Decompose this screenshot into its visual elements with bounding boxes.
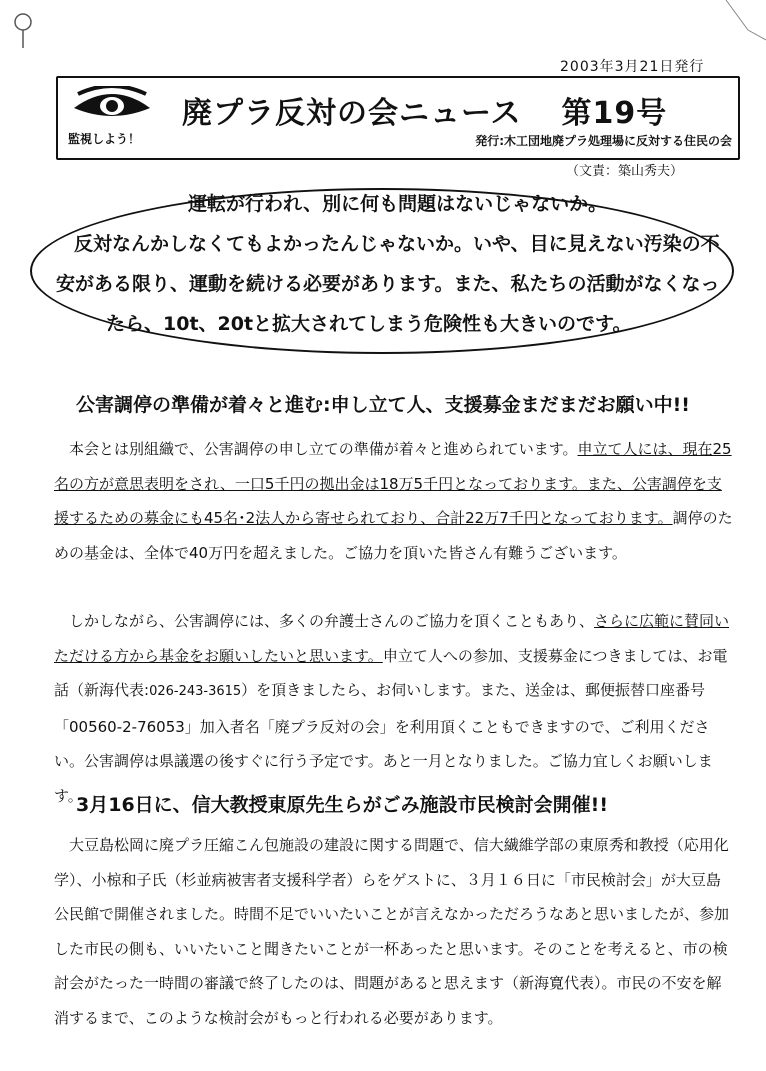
text-span: しかしながら、公害調停には、多くの弁護士さんのご協力を頂くこともあり、 xyxy=(69,612,595,630)
paragraph xyxy=(54,432,734,570)
editor-credit: （文責：築山秀夫） xyxy=(566,164,684,179)
eye-icon xyxy=(70,86,154,126)
callout-line: 運転が行われ、別に何も問題はないじゃないか。 xyxy=(188,193,608,215)
newsletter-title xyxy=(182,88,667,132)
page-corner-fold xyxy=(706,0,766,70)
text-span: ）を頂きましたら、お伺いします。また、送金は、郵便振替口座番号「00560-2-76053」加入者名「廃プラ反対の会」を利用頂くこともできますので、ご利用ください。公害調停は県議選の後すぐに行う予定です。あと一月となりました。ご協力宜しくお願いします。 xyxy=(54,681,713,805)
callout-line: たら、10t、20tと拡大されてしまう危険性も大きいのです。 xyxy=(106,313,632,335)
text-span: 大豆島松岡に廃プラ圧縮こん包施設の建設に関する問題で、信大繊維学部の東原秀和教授（応用化学）、小椋和子氏（杉並病被害者支援科学者）らをゲストに、３月１６日に「市民検討会」が大豆島公民館で開催されました。時間不足でいいたいことが言えなかっただろうなあと思いましたが、参加した市民の側も、いいたいこと聞きたいことが一杯あったと思います。そのことを考えると、市の検討会がたった一時間の審議で終了したのは、問題があると思えます（新海寛代表）。市民の不安を解消するまで、このような検討会がもっと行われる必要があります。 xyxy=(54,836,730,1027)
callout-line: 反対なんかしなくてもよかったんじゃないか。いや、目に見えない汚染の不 xyxy=(74,233,720,255)
section-heading-mediation: 公害調停の準備が着々と進む:申し立て人、支援募金まだまだお願い中!! xyxy=(76,394,690,416)
watch-emblem xyxy=(58,78,168,158)
paragraph xyxy=(54,828,734,1035)
text-span: 調停のための基金は、全体で40万円を超えました。ご協力を頂いた皆さん有難うございます。 xyxy=(54,509,733,562)
issue-date: 2003年3月21日発行 xyxy=(560,59,705,75)
phone-number: 026-243-3615 xyxy=(149,684,242,699)
masthead xyxy=(56,76,740,160)
title-text: 廃プラ反対の会ニュース xyxy=(182,96,522,131)
callout-text xyxy=(56,184,720,344)
underlined-text: さらに広範に賛同いただける方から基金をお願いしたいと思います。 xyxy=(54,612,730,665)
underlined-text: 申立て人には、現在25名の方が意思表明をされ、一口5千円の拠出金は18万5千円となっております。また、公害調停を支援するための募金にも45名･2法人から寄せられており、合計22万7千円となっております。 xyxy=(54,440,732,527)
text-span: 申立て人への参加、支援募金につきましては、お電話（新海代表: xyxy=(54,646,728,699)
paragraph xyxy=(54,604,734,813)
text-span: 本会とは別組織で、公害調停の申し立ての準備が着々と進められています。 xyxy=(69,440,578,458)
callout-line: 安がある限り、運動を続ける必要があります。また、私たちの活動がなくなっ xyxy=(56,273,720,295)
issue-number: 第19号 xyxy=(561,96,668,131)
publisher-line: 発行:木工団地廃プラ処理場に反対する住民の会 xyxy=(475,134,732,148)
section-heading-study-meeting: 3月16日に、信大教授東原先生らがごみ施設市民検討会開催!! xyxy=(76,794,608,816)
pushpin-icon xyxy=(8,10,38,50)
watch-label: 監視しよう！ xyxy=(68,132,141,146)
